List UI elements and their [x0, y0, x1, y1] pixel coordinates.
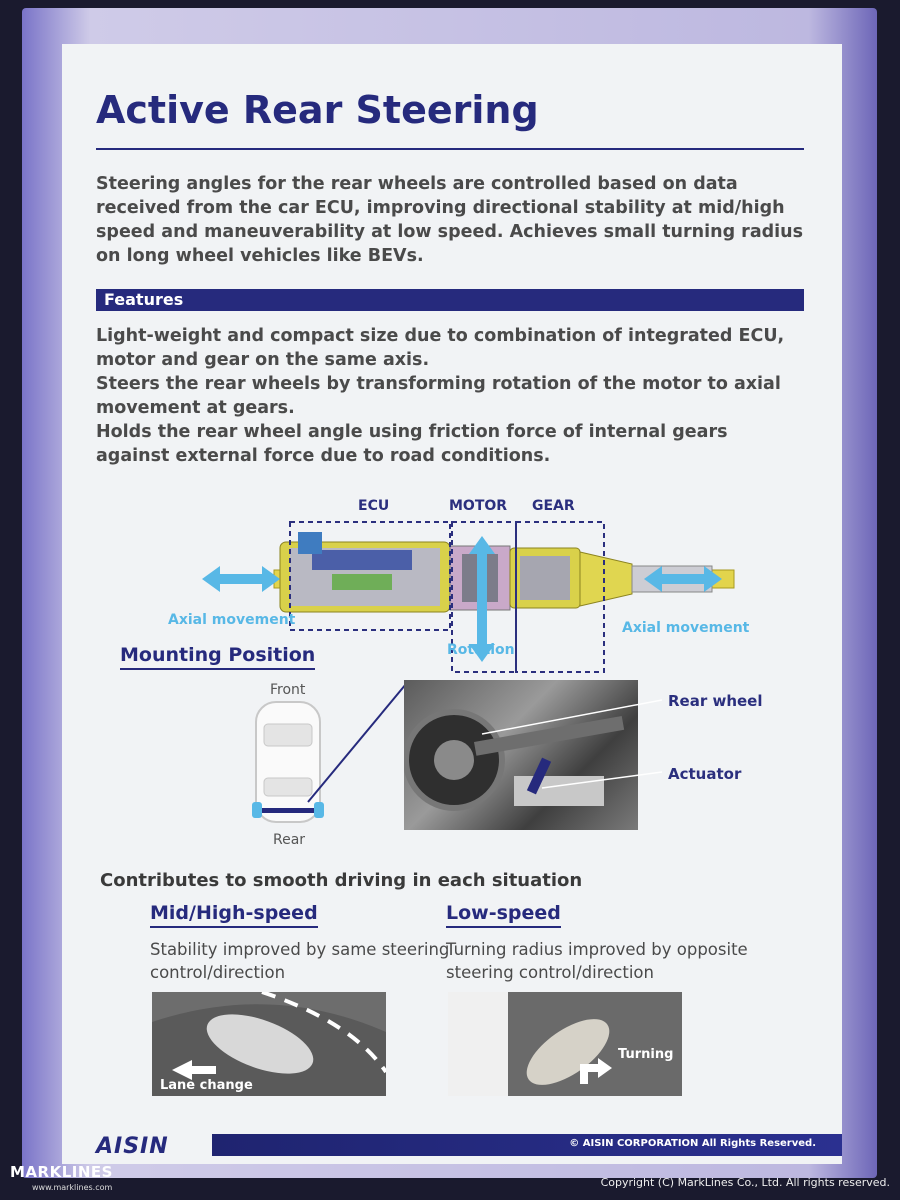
callout-lines-icon	[462, 694, 662, 794]
front-label: Front	[270, 682, 306, 698]
poster-title: Active Rear Steering	[96, 88, 539, 132]
title-divider	[96, 148, 804, 150]
footer-copyright: © AISIN CORPORATION All Rights Reserved.	[569, 1138, 816, 1149]
low-speed-heading: Low-speed	[446, 902, 561, 928]
features-heading: Features	[104, 290, 184, 309]
pointer-line-icon	[302, 678, 412, 808]
mounting-heading: Mounting Position	[120, 644, 315, 670]
lane-change-image	[152, 992, 386, 1096]
rear-wheel-label: Rear wheel	[668, 692, 763, 710]
features-header-bar	[96, 289, 804, 311]
feature-item: Steers the rear wheels by transforming rotation of the motor to axial movement at gears.	[96, 374, 781, 418]
marklines-logo: MARKLINES	[10, 1163, 113, 1181]
feature-item: Light-weight and compact size due to combination of integrated ECU, motor and gear on the same axis.	[96, 326, 785, 370]
low-speed-desc: Turning radius improved by opposite steering control/direction	[446, 940, 748, 982]
ecu-label: ECU	[358, 498, 390, 514]
mid-high-speed-heading: Mid/High-speed	[150, 902, 318, 928]
footer-bar	[212, 1134, 842, 1156]
marklines-copyright: Copyright (C) MarkLines Co., Ltd. All rights reserved.	[600, 1176, 890, 1189]
rear-label: Rear	[273, 832, 306, 848]
gear-label: GEAR	[532, 498, 575, 514]
marklines-url: www.marklines.com	[32, 1183, 113, 1192]
turning-graphic	[448, 992, 682, 1096]
turning-label: Turning	[618, 1047, 674, 1062]
aisin-logo: AISIN	[96, 1134, 169, 1159]
axial-movement-left: Axial movement	[168, 612, 296, 628]
motor-label: MOTOR	[449, 498, 508, 514]
rotation-label: Rotation	[447, 642, 515, 658]
axial-movement-right: Axial movement	[622, 620, 750, 636]
feature-item: Holds the rear wheel angle using friction force of internal gears against external force due to road conditions.	[96, 422, 728, 466]
poster	[62, 44, 842, 1164]
lane-change-label: Lane change	[160, 1078, 253, 1093]
actuator-label: Actuator	[668, 765, 742, 783]
features-list	[96, 324, 806, 468]
turning-image	[448, 992, 682, 1096]
contributes-heading: Contributes to smooth driving in each situation	[100, 870, 583, 891]
intro-text: Steering angles for the rear wheels are controlled based on data received from the car ECU, improving directional stability at mid/high speed and maneuverability at low speed. Achieves small turning radius on long wheel vehicles like BEVs.	[96, 174, 804, 266]
mid-high-speed-desc: Stability improved by same steering control/direction	[150, 940, 450, 982]
